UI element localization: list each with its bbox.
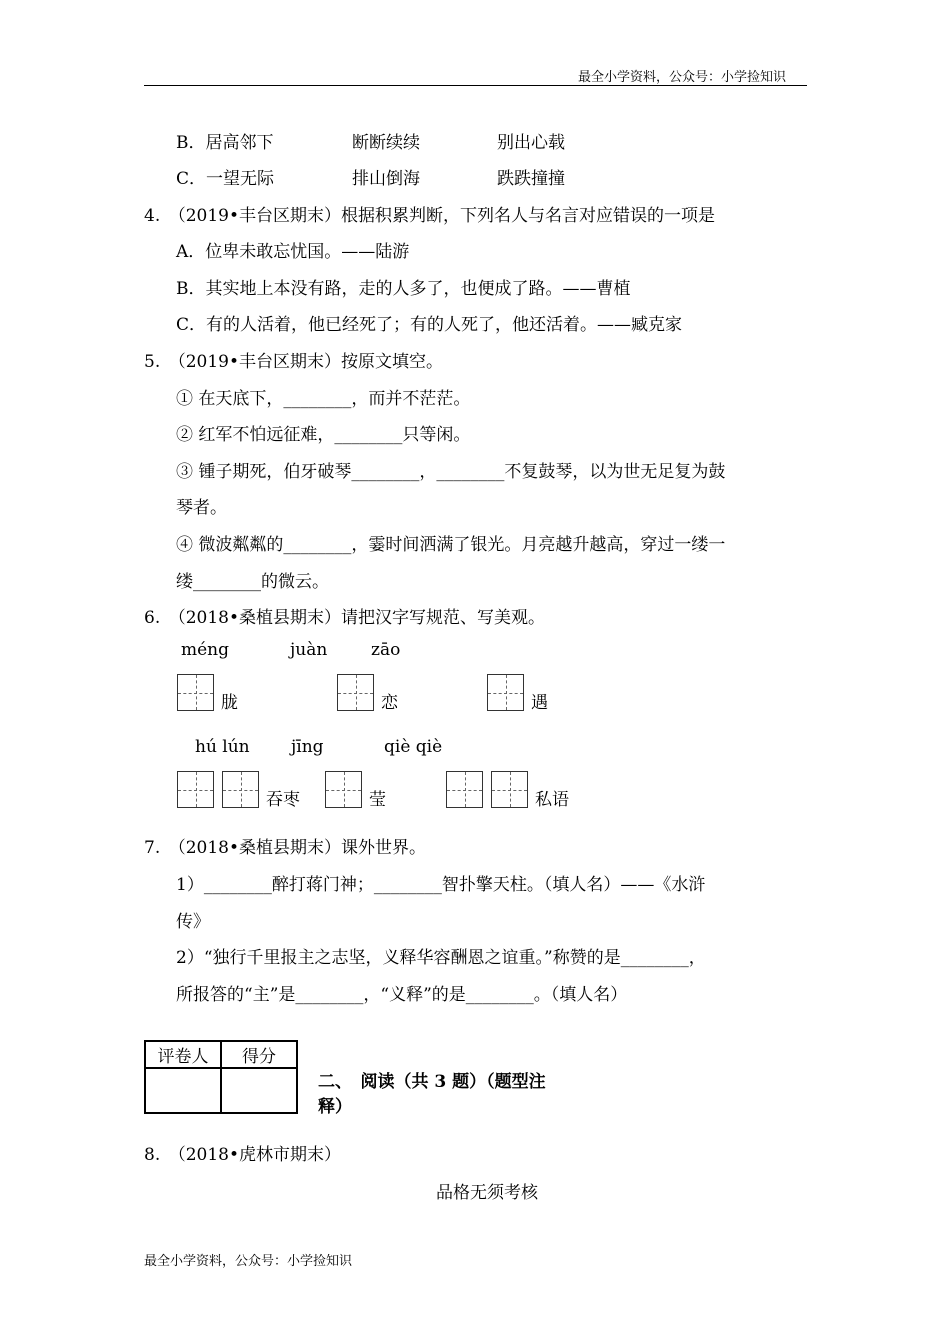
score-table xyxy=(144,1040,298,1114)
q7-stem: 7. （2018•桑植县期末）课外世界。 xyxy=(144,838,427,858)
writing-grid-box[interactable] xyxy=(446,771,483,808)
q7-part2: 2）“独行千里报主之志坚，义释华容酬恩之谊重。”称赞的是________， xyxy=(176,948,706,968)
pinyin-juan: juàn xyxy=(290,640,328,660)
writing-grid-box[interactable] xyxy=(177,771,214,808)
char-tunzao: 吞枣 xyxy=(266,790,300,810)
char-yu: 遇 xyxy=(531,693,548,713)
section-heading-cont: 释） xyxy=(318,1097,352,1117)
header-rule xyxy=(144,85,807,86)
q5-stem: 5. （2019•丰台区期末）按原文填空。 xyxy=(144,352,444,372)
writing-grid-box[interactable] xyxy=(325,771,362,808)
q7-part2-cont: 所报答的“主”是________，“义释”的是________。（填人名） xyxy=(176,985,628,1005)
grader-cell[interactable] xyxy=(145,1068,221,1113)
pinyin-hulun: hú lún xyxy=(195,737,250,757)
q5-line2: ② 红军不怕远征难，________只等闲。 xyxy=(176,425,471,445)
passage-title: 品格无须考核 xyxy=(436,1183,538,1203)
q3-option-c-word3: 跌跌撞撞 xyxy=(497,169,565,189)
q3-option-b-word2: 断断续续 xyxy=(352,133,420,153)
q5-line1: ① 在天底下，________，而并不茫茫。 xyxy=(176,389,471,409)
char-long: 胧 xyxy=(221,693,238,713)
q3-option-b-word3: 别出心载 xyxy=(497,133,565,153)
q4-stem: 4. （2019•丰台区期末）根据积累判断，下列名人与名言对应错误的一项是 xyxy=(144,206,716,226)
page-footer: 最全小学资料，公众号：小学捡知识 xyxy=(144,1254,353,1269)
q8-stem: 8. （2018•虎林市期末） xyxy=(144,1145,342,1165)
char-ying: 莹 xyxy=(369,790,386,810)
pinyin-zao: zāo xyxy=(371,640,401,660)
pinyin-jing: jīng xyxy=(291,737,324,757)
q3-option-c: C．一望无际 xyxy=(176,169,275,189)
score-header: 得分 xyxy=(221,1041,297,1068)
char-lian: 恋 xyxy=(381,693,398,713)
writing-grid-box[interactable] xyxy=(337,674,374,711)
q5-line4: ④ 微波粼粼的________，霎时间洒满了银光。月亮越升越高，穿过一缕一 xyxy=(176,535,726,555)
char-siyu: 私语 xyxy=(535,790,569,810)
q5-line4-cont: 缕________的微云。 xyxy=(176,572,329,592)
q7-part1: 1）________醉打蒋门神；________智扑擎天柱。（填人名）——《水浒 xyxy=(176,875,706,895)
q4-option-c: C．有的人活着，他已经死了；有的人死了，他还活着。——臧克家 xyxy=(176,315,683,335)
pinyin-qieqie: qiè qiè xyxy=(384,737,443,757)
writing-grid-box[interactable] xyxy=(487,674,524,711)
page-header: 最全小学资料，公众号：小学捡知识 xyxy=(578,70,787,85)
score-cell[interactable] xyxy=(221,1068,297,1113)
q5-line3: ③ 锺子期死，伯牙破琴________，________不复鼓琴，以为世无足复为鼓 xyxy=(176,462,726,482)
q3-option-b: B．居高邻下 xyxy=(176,133,274,153)
section-heading: 二、 阅读（共 3 题）（题型注 xyxy=(318,1072,546,1092)
q4-option-a: A．位卑未敢忘忧国。——陆游 xyxy=(176,242,410,262)
pinyin-meng: méng xyxy=(181,640,230,660)
q6-stem: 6. （2018•桑植县期末）请把汉字写规范、写美观。 xyxy=(144,608,546,628)
q4-option-b: B．其实地上本没有路，走的人多了，也便成了路。——曹植 xyxy=(176,279,631,299)
q7-part1-cont: 传》 xyxy=(176,912,210,932)
writing-grid-box[interactable] xyxy=(491,771,528,808)
writing-grid-box[interactable] xyxy=(177,674,214,711)
q5-line3-cont: 琴者。 xyxy=(176,498,227,518)
writing-grid-box[interactable] xyxy=(222,771,259,808)
grader-header: 评卷人 xyxy=(145,1041,221,1068)
q3-option-c-word2: 排山倒海 xyxy=(352,169,420,189)
